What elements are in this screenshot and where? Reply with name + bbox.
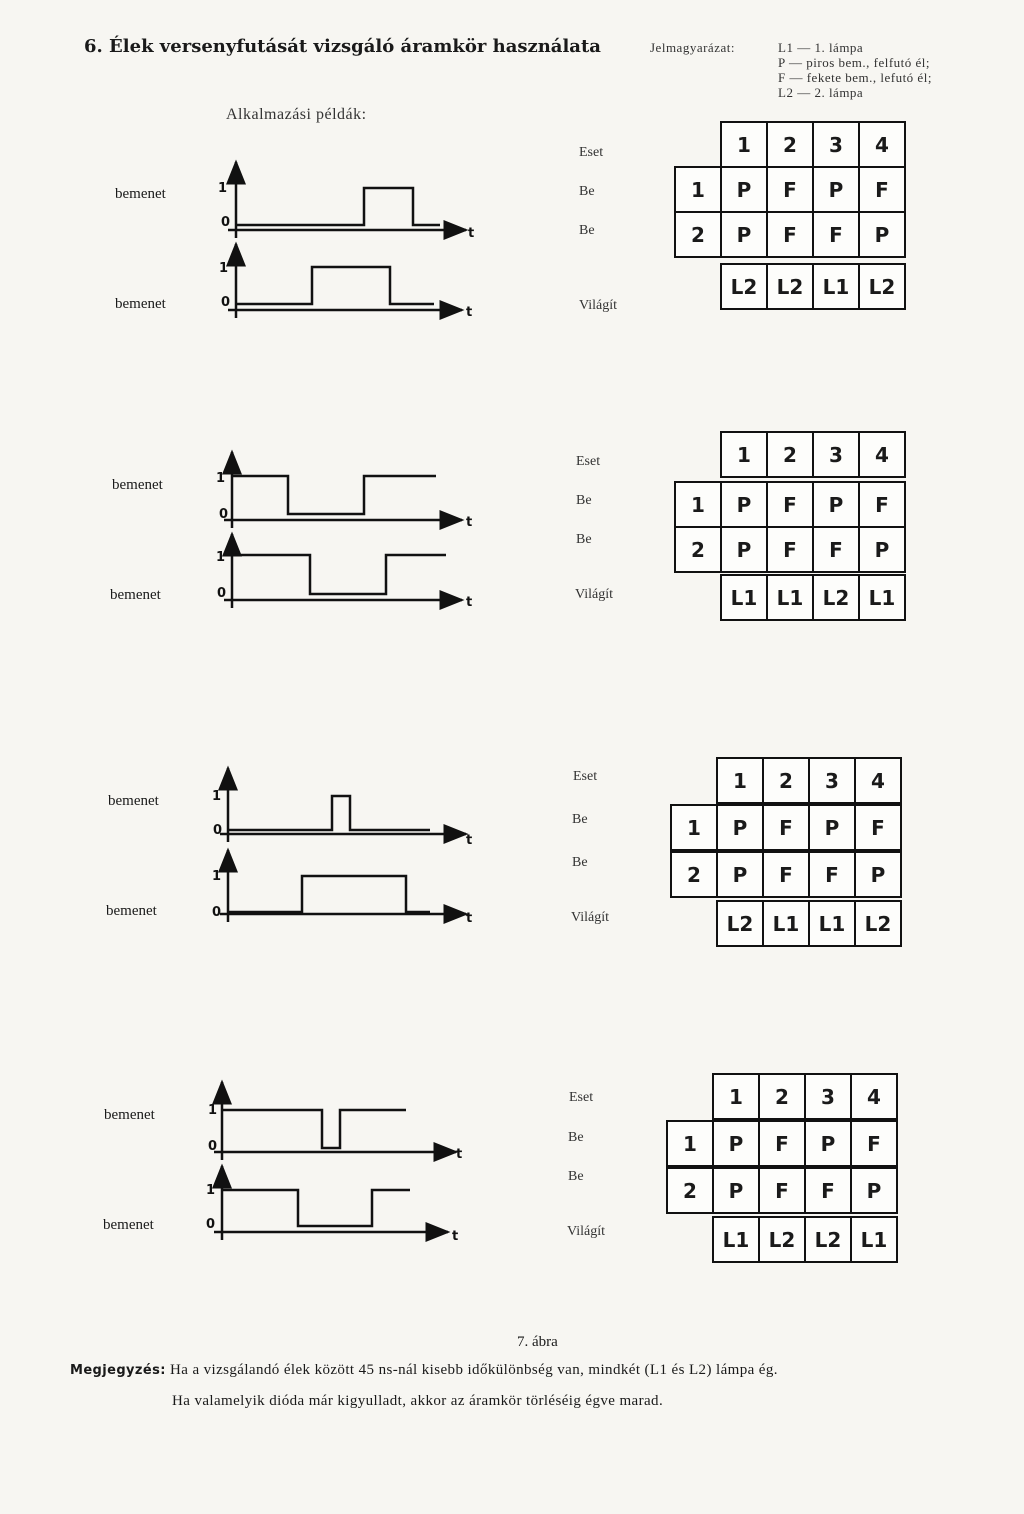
case-header: 4 <box>850 1073 898 1120</box>
axis-high: 1 <box>212 869 222 884</box>
legend-line: L2 — 2. lámpa <box>778 85 864 100</box>
input-row-header: 2 <box>670 851 718 898</box>
edge-cell: F <box>858 481 906 528</box>
waveform-example-4 <box>214 1082 456 1240</box>
row-label-vilagit: Világít <box>571 910 610 925</box>
examples-subtitle: Alkalmazási példák: <box>226 106 367 123</box>
row-label-eset: Eset <box>573 769 598 784</box>
edge-cell: F <box>812 211 860 258</box>
edge-cell: P <box>712 1120 760 1167</box>
edge-cell: F <box>758 1120 806 1167</box>
legend-label: Jelmagyarázat: <box>650 40 735 55</box>
figure-caption: 7. ábra <box>517 1334 558 1350</box>
note-line-2: Ha valamelyik dióda már kigyulladt, akkor az áramkör törléséig égve marad. <box>172 1393 664 1409</box>
row-label-be: Be <box>579 184 595 199</box>
note <box>70 1362 950 1379</box>
edge-cell: F <box>812 526 860 573</box>
lamp-result: L1 <box>720 574 768 621</box>
axis-time: t <box>466 595 473 610</box>
edge-cell: F <box>808 851 856 898</box>
row-label-vilagit: Világít <box>567 1224 606 1239</box>
lamp-result: L1 <box>766 574 814 621</box>
input-label: bemenet <box>104 1107 155 1123</box>
axis-high: 1 <box>219 261 229 276</box>
lamp-result: L1 <box>858 574 906 621</box>
input-label: bemenet <box>112 477 163 493</box>
edge-cell: F <box>766 481 814 528</box>
axis-low: 0 <box>206 1217 216 1232</box>
edge-cell: P <box>858 211 906 258</box>
edge-cell: F <box>766 526 814 573</box>
input-label: bemenet <box>115 186 166 202</box>
case-header: 3 <box>812 431 860 478</box>
edge-cell: P <box>716 851 764 898</box>
row-label-be: Be <box>568 1130 584 1145</box>
case-header: 4 <box>858 431 906 478</box>
row-label-be: Be <box>576 532 592 547</box>
lamp-result: L1 <box>850 1216 898 1263</box>
lamp-result: L2 <box>758 1216 806 1263</box>
axis-low: 0 <box>212 905 222 920</box>
axis-high: 1 <box>206 1183 216 1198</box>
input-row-header: 1 <box>670 804 718 851</box>
axis-low: 0 <box>221 215 231 230</box>
case-header: 1 <box>716 757 764 804</box>
edge-cell: F <box>762 851 810 898</box>
axis-time: t <box>466 833 473 848</box>
axis-low: 0 <box>208 1139 218 1154</box>
edge-cell: F <box>858 166 906 213</box>
edge-cell: P <box>804 1120 852 1167</box>
axis-time: t <box>466 305 473 320</box>
legend-line: P — piros bem., felfutó él; <box>778 55 931 70</box>
row-label-eset: Eset <box>569 1090 594 1105</box>
edge-cell: F <box>762 804 810 851</box>
input-label: bemenet <box>115 296 166 312</box>
edge-cell: P <box>850 1167 898 1214</box>
case-header: 1 <box>720 121 768 168</box>
lamp-result: L2 <box>854 900 902 947</box>
edge-cell: P <box>858 526 906 573</box>
waveform-example-3 <box>220 768 466 922</box>
lamp-result: L1 <box>812 263 860 310</box>
lamp-result: L2 <box>720 263 768 310</box>
case-header: 1 <box>720 431 768 478</box>
axis-high: 1 <box>208 1103 218 1118</box>
row-label-eset: Eset <box>576 454 601 469</box>
lamp-result: L2 <box>766 263 814 310</box>
edge-cell: F <box>850 1120 898 1167</box>
edge-cell: P <box>720 526 768 573</box>
row-label-be: Be <box>572 812 588 827</box>
lamp-result: L2 <box>716 900 764 947</box>
lamp-result: L1 <box>712 1216 760 1263</box>
row-label-vilagit: Világít <box>575 587 614 602</box>
note-label: Megjegyzés: <box>70 1363 166 1378</box>
edge-cell: P <box>720 211 768 258</box>
edge-cell: F <box>804 1167 852 1214</box>
edge-cell: P <box>720 481 768 528</box>
legend-line: L1 — 1. lámpa <box>778 40 864 55</box>
case-header: 2 <box>766 121 814 168</box>
input-label: bemenet <box>108 793 159 809</box>
case-header: 4 <box>858 121 906 168</box>
case-header: 3 <box>804 1073 852 1120</box>
lamp-result: L2 <box>804 1216 852 1263</box>
axis-time: t <box>466 911 473 926</box>
page-title: 6. Élek versenyfutását vizsgáló áramkör használata <box>84 36 601 57</box>
case-header: 4 <box>854 757 902 804</box>
input-row-header: 1 <box>666 1120 714 1167</box>
lamp-result: L1 <box>808 900 856 947</box>
lamp-result: L2 <box>858 263 906 310</box>
edge-cell: F <box>854 804 902 851</box>
axis-high: 1 <box>212 789 222 804</box>
row-label-eset: Eset <box>579 145 604 160</box>
lamp-result: L1 <box>762 900 810 947</box>
row-label-be: Be <box>576 493 592 508</box>
edge-cell: P <box>720 166 768 213</box>
case-header: 2 <box>766 431 814 478</box>
input-row-header: 2 <box>666 1167 714 1214</box>
input-row-header: 2 <box>674 211 722 258</box>
row-label-be: Be <box>572 855 588 870</box>
row-label-be: Be <box>568 1169 584 1184</box>
axis-high: 1 <box>216 471 226 486</box>
case-header: 3 <box>812 121 860 168</box>
legend-line: F — fekete bem., lefutó él; <box>778 70 932 85</box>
axis-high: 1 <box>216 550 226 565</box>
edge-cell: F <box>766 166 814 213</box>
input-label: bemenet <box>103 1217 154 1233</box>
edge-cell: P <box>808 804 856 851</box>
axis-low: 0 <box>217 586 227 601</box>
edge-cell: P <box>854 851 902 898</box>
axis-low: 0 <box>221 295 231 310</box>
case-header: 3 <box>808 757 856 804</box>
case-header: 2 <box>762 757 810 804</box>
input-row-header: 2 <box>674 526 722 573</box>
axis-time: t <box>456 1147 463 1162</box>
input-label: bemenet <box>110 587 161 603</box>
waveform-example-1 <box>228 162 466 318</box>
axis-time: t <box>452 1229 459 1244</box>
row-label-be: Be <box>579 223 595 238</box>
axis-time: t <box>466 515 473 530</box>
input-row-header: 1 <box>674 481 722 528</box>
edge-cell: P <box>712 1167 760 1214</box>
input-label: bemenet <box>106 903 157 919</box>
edge-cell: P <box>716 804 764 851</box>
edge-cell: F <box>766 211 814 258</box>
edge-cell: P <box>812 166 860 213</box>
row-label-vilagit: Világít <box>579 298 618 313</box>
input-row-header: 1 <box>674 166 722 213</box>
axis-low: 0 <box>213 823 223 838</box>
case-header: 1 <box>712 1073 760 1120</box>
edge-cell: P <box>812 481 860 528</box>
note-line-1: Ha a vizsgálandó élek között 45 ns-nál kisebb időkülönbség van, mindkét (L1 és L2) lámpa ég. <box>170 1362 778 1378</box>
lamp-result: L2 <box>812 574 860 621</box>
edge-cell: F <box>758 1167 806 1214</box>
axis-time: t <box>468 226 475 241</box>
case-header: 2 <box>758 1073 806 1120</box>
axis-high: 1 <box>218 181 228 196</box>
axis-low: 0 <box>219 507 229 522</box>
waveform-example-2 <box>224 452 462 608</box>
